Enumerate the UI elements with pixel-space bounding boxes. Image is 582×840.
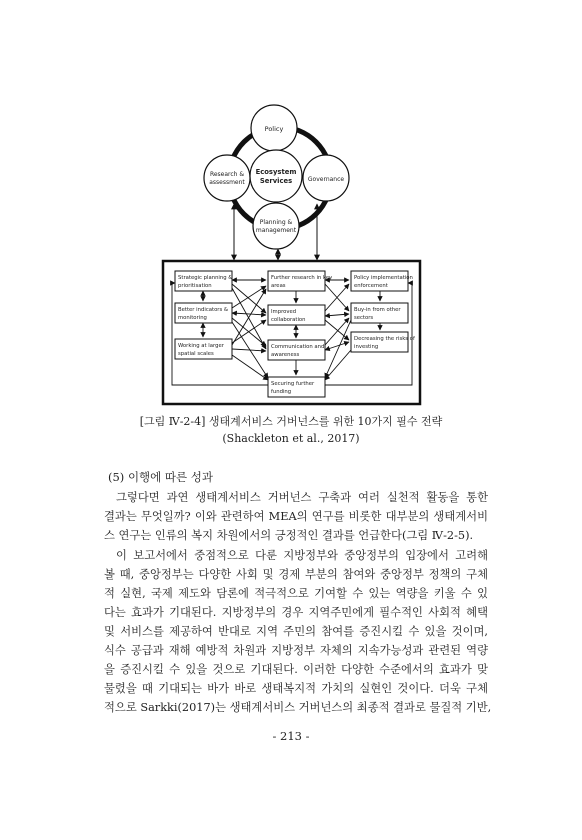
governance-label: Governance bbox=[307, 176, 345, 183]
ring-node-center bbox=[250, 150, 302, 202]
paragraph-line: 적으로 Sarkki(2017)는 생태계서비스 거버넌스의 최종적 결과로 물질적 기반, bbox=[104, 701, 492, 714]
box-policy-impl-line1: Policy implementation bbox=[354, 275, 413, 281]
paragraph-2 bbox=[104, 546, 492, 717]
box-policy-impl-line2: enforcement bbox=[354, 283, 388, 289]
paragraph-line: 적 실현, 국제 제도와 담론에 적극적으로 기여할 수 있는 역량을 키울 수 있 bbox=[104, 587, 488, 600]
box-communication-line1: Communication and bbox=[271, 344, 325, 350]
paragraph-line: 식수 공급과 재해 예방적 차원과 지방정부 자체의 지속가능성과 관련된 역량 bbox=[104, 644, 488, 657]
box-collaboration-line1: Improved bbox=[271, 309, 297, 315]
box-funding bbox=[268, 377, 325, 397]
box-buy-in bbox=[351, 303, 408, 323]
box-indicators bbox=[175, 303, 232, 323]
ring-node-policy bbox=[251, 105, 297, 151]
page-number: - 213 - bbox=[272, 729, 310, 743]
box-communication bbox=[268, 340, 325, 360]
box-further-research-line2: areas bbox=[271, 283, 286, 289]
paragraph-line: 결과는 무엇일까? 이와 관련하여 MEA의 연구를 비롯한 대부분의 생태계서비 bbox=[104, 510, 488, 523]
box-strategic bbox=[175, 271, 232, 291]
ring-node-planning bbox=[253, 203, 299, 249]
planning-label-2: management bbox=[255, 227, 297, 234]
box-funding-line1: Securing further bbox=[271, 381, 315, 387]
paragraph-line: 스 연구는 인류의 복지 차원에서의 긍정적인 결과를 언급한다(그림 Ⅳ-2-5). bbox=[104, 529, 474, 542]
center-label-1: Ecosystem bbox=[255, 168, 297, 176]
figure-caption: [그림 Ⅳ-2-4] 생태계서비스 거버넌스를 위한 10가지 필수 전략 bbox=[139, 415, 443, 428]
box-further-research-line1: Further research in key bbox=[271, 275, 333, 281]
box-spatial-line2: spatial scales bbox=[178, 351, 214, 357]
policy-label: Policy bbox=[264, 125, 284, 133]
box-funding-line2: funding bbox=[271, 389, 292, 395]
paragraph-line: 을 증진시킬 수 있을 것으로 기대된다. 이러한 다양한 수준에서의 효과가 맞 bbox=[104, 663, 488, 676]
research-label-2: assessment bbox=[209, 179, 245, 186]
box-indicators-line1: Better indicators & bbox=[178, 307, 229, 313]
box-buy-in-line1: Buy-in from other bbox=[354, 307, 401, 313]
paragraph-1 bbox=[104, 488, 488, 545]
box-decreasing bbox=[351, 332, 415, 352]
box-collaboration-line2: collaboration bbox=[271, 317, 306, 323]
box-collaboration bbox=[268, 305, 325, 325]
paragraph-line: 물렸을 때 기대되는 바가 바로 생태복지적 가치의 실현인 것이다. 더욱 구체 bbox=[104, 682, 488, 695]
paragraph-line: 그렇다면 과연 생태계서비스 거버넌스 구축과 여러 실천적 활동을 통한 bbox=[116, 491, 488, 504]
research-label-1: Research & bbox=[209, 171, 245, 178]
box-further-research bbox=[268, 271, 332, 291]
section-heading: (5) 이행에 따른 성과 bbox=[108, 470, 214, 484]
center-label-2: Services bbox=[259, 177, 293, 185]
box-indicators-line2: monitoring bbox=[178, 315, 207, 321]
box-strategic-line1: Strategic planning & bbox=[178, 275, 233, 281]
paragraph-line: 및 서비스를 제공하여 반대로 지역 주민의 참여를 증진시킬 수 있을 것이며, bbox=[104, 625, 488, 638]
paragraph-line: 이 보고서에서 중점적으로 다룬 지방정부와 중앙정부의 입장에서 고려해 bbox=[116, 549, 488, 562]
box-decreasing-line2: investing bbox=[354, 344, 379, 350]
box-decreasing-line1: Decreasing the risks of bbox=[354, 336, 415, 342]
box-spatial-line1: Working at larger bbox=[178, 343, 224, 349]
box-policy-impl bbox=[351, 271, 413, 291]
box-buy-in-line2: sectors bbox=[354, 315, 374, 321]
box-communication-line2: awareness bbox=[271, 352, 300, 358]
box-strategic-line2: prioritisation bbox=[178, 283, 212, 289]
planning-label-1: Planning & bbox=[259, 219, 293, 226]
box-spatial bbox=[175, 339, 232, 359]
paragraph-line: 볼 때, 중앙정부는 다양한 사회 및 경제 부분의 참여와 중앙정부 정책의 구체 bbox=[104, 568, 488, 581]
paragraph-line: 다는 효과가 기대된다. 지방정부의 경우 지역주민에게 필수적인 사회적 혜택 bbox=[104, 606, 488, 619]
figure-source: (Shackleton et al., 2017) bbox=[222, 432, 360, 445]
ring-node-governance bbox=[303, 155, 349, 201]
ring-node-research bbox=[204, 155, 250, 201]
